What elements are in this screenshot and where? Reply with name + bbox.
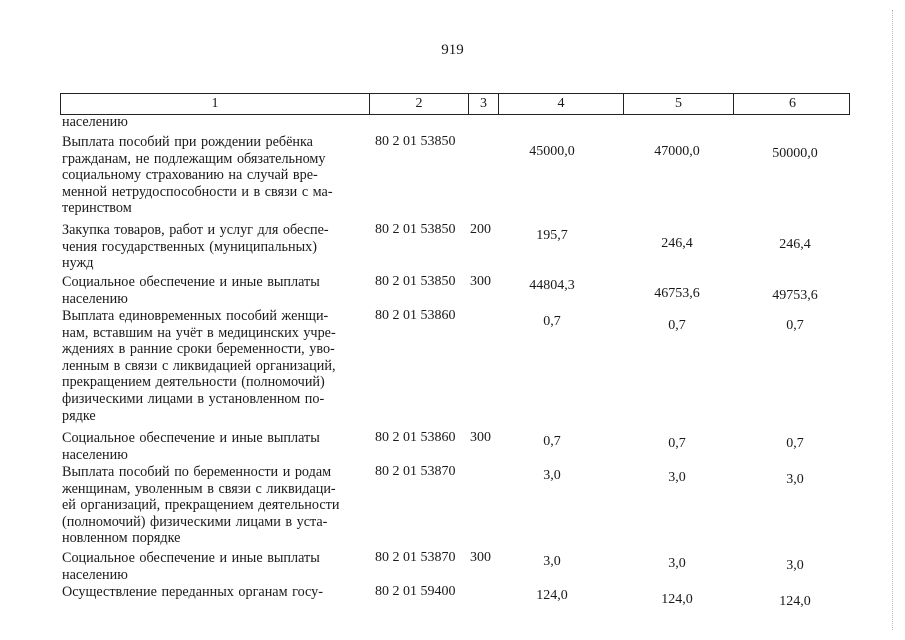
row-description: Осуществление переданных органам госу- — [62, 584, 323, 600]
row-value-col5: 3,0 — [668, 470, 686, 485]
row-description: Выплата пособий при рождении ребёнка гражданам, не подлежащим обязательному социальному страхованию на случай вре- менной нетрудоспособности и в связи с ма- теринством — [62, 134, 333, 217]
row-description: населению — [62, 114, 128, 130]
row-description: Социальное обеспечение и иные выплаты населению — [62, 274, 320, 307]
scan-margin-mark — [890, 10, 893, 630]
page-number: 919 — [441, 42, 464, 58]
row-expense-type: 300 — [470, 274, 491, 289]
row-expense-type: 300 — [470, 550, 491, 565]
row-value-col4: 0,7 — [543, 314, 561, 329]
row-description: Выплата единовременных пособий женщи- нам, вставшим на учёт в медицинских учре- ждениях в ранние сроки беременности, уво- ленным в связи с ликвидацией организаций, прекращением деятельности (полномочий) физическими лицами в установленном по- рядке — [62, 308, 336, 424]
row-value-col6: 0,7 — [786, 436, 804, 451]
row-value-col6: 3,0 — [786, 558, 804, 573]
header-col-6: 6 — [789, 96, 796, 111]
row-description: Социальное обеспечение и иные выплаты населению — [62, 430, 320, 463]
row-expense-type: 200 — [470, 222, 491, 237]
header-col-1: 1 — [61, 94, 370, 114]
row-value-col6: 0,7 — [786, 318, 804, 333]
header-col-3: 3 — [469, 94, 499, 114]
row-value-col4: 195,7 — [536, 228, 568, 243]
row-code: 80 2 01 53870 — [375, 464, 456, 479]
row-value-col6: 3,0 — [786, 472, 804, 487]
row-value-col6: 49753,6 — [772, 288, 818, 303]
header-col-5: 5 — [624, 94, 734, 114]
row-value-col6: 124,0 — [779, 594, 811, 609]
row-value-col5: 0,7 — [668, 436, 686, 451]
table-header — [60, 93, 850, 115]
row-value-col5: 124,0 — [661, 592, 693, 607]
row-value-col4: 3,0 — [543, 554, 561, 569]
row-expense-type: 300 — [470, 430, 491, 445]
row-code: 80 2 01 53870 — [375, 550, 456, 565]
row-description: Социальное обеспечение и иные выплаты населению — [62, 550, 320, 583]
row-value-col5: 46753,6 — [654, 286, 700, 301]
row-value-col4: 0,7 — [543, 434, 561, 449]
header-col-4: 4 — [499, 94, 624, 114]
row-code: 80 2 01 53850 — [375, 274, 456, 289]
row-value-col4: 124,0 — [536, 588, 568, 603]
row-code: 80 2 01 53850 — [375, 222, 456, 237]
row-value-col6: 246,4 — [779, 237, 811, 252]
row-value-col4: 3,0 — [543, 468, 561, 483]
row-value-col4: 45000,0 — [529, 144, 575, 159]
row-description: Выплата пособий по беременности и родам женщинам, уволенным в связи с ликвидаци- ей организаций, прекращением деятельности (полномочий) физическими лицами в уста- новленном порядке — [62, 464, 340, 547]
row-value-col5: 3,0 — [668, 556, 686, 571]
row-value-col6: 50000,0 — [772, 146, 818, 161]
row-value-col5: 246,4 — [661, 236, 693, 251]
row-code: 80 2 01 53850 — [375, 134, 456, 149]
row-code: 80 2 01 53860 — [375, 430, 456, 445]
row-value-col5: 0,7 — [668, 318, 686, 333]
row-description: Закупка товаров, работ и услуг для обеспе- чения государственных (муниципальных) нужд — [62, 222, 329, 272]
row-value-col4: 44804,3 — [529, 278, 575, 293]
header-col-2: 2 — [370, 94, 469, 114]
row-code: 80 2 01 59400 — [375, 584, 456, 599]
row-value-col5: 47000,0 — [654, 144, 700, 159]
row-code: 80 2 01 53860 — [375, 308, 456, 323]
